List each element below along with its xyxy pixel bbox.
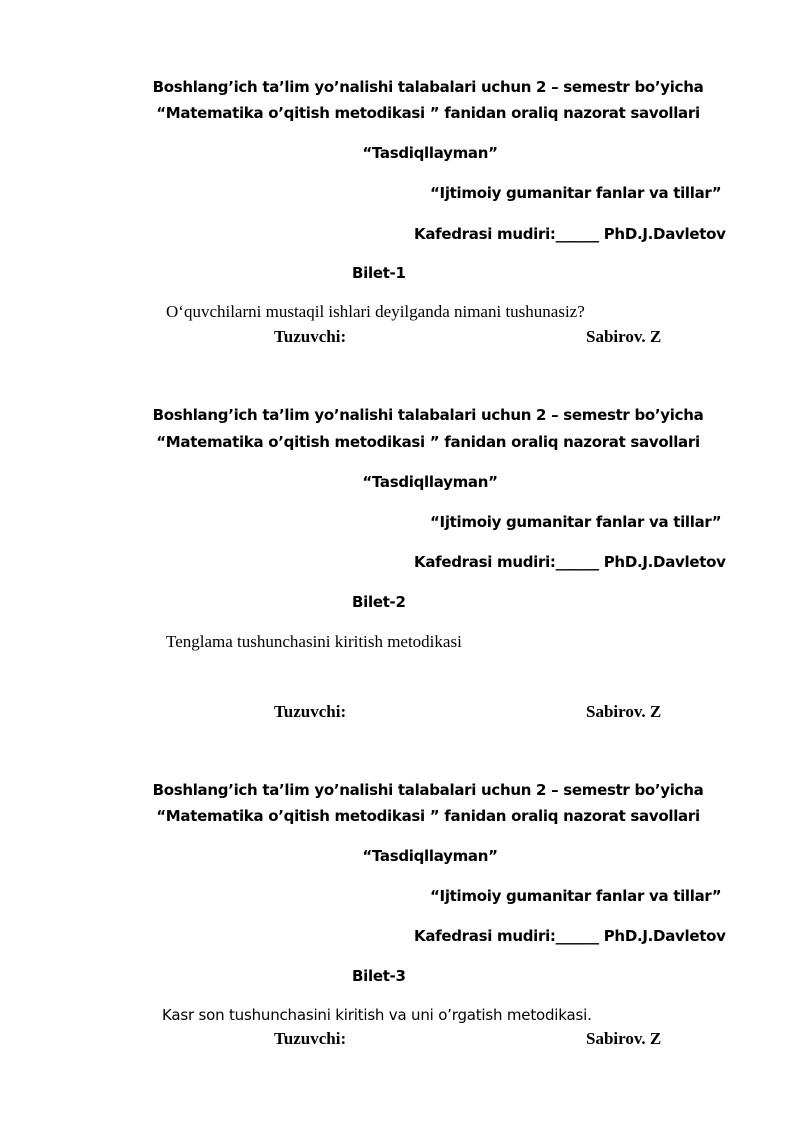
author-label: Tuzuvchi: xyxy=(274,327,347,346)
department-name: “Ijtimoiy gumanitar fanlar va tillar” xyxy=(430,887,722,905)
head-of-department: Kafedrasi mudiri:______ PhD.J.Davletov xyxy=(414,553,726,571)
ticket-header-line1: Boshlang’ich ta’lim yo’nalishi talabalari uchun 2 – semestr bo’yicha xyxy=(152,406,704,424)
ticket-question: Kasr son tushunchasini kiritish va uni o’rgatish metodikasi. xyxy=(162,1006,592,1024)
ticket-header-line1: Boshlang’ich ta’lim yo’nalishi talabalari uchun 2 – semestr bo’yicha xyxy=(152,78,704,96)
ticket-label: Bilet-1 xyxy=(352,264,406,282)
ticket-header-line1: Boshlang’ich ta’lim yo’nalishi talabalari uchun 2 – semestr bo’yicha xyxy=(152,781,704,799)
approval-text: “Tasdiqllayman” xyxy=(362,847,498,865)
author-label: Tuzuvchi: xyxy=(274,702,347,721)
ticket-header-line2: “Matematika o’qitish metodikasi ” fanidan oraliq nazorat savollari xyxy=(156,807,700,825)
approval-text: “Tasdiqllayman” xyxy=(362,473,498,491)
head-of-department: Kafedrasi mudiri:______ PhD.J.Davletov xyxy=(414,225,726,243)
department-name: “Ijtimoiy gumanitar fanlar va tillar” xyxy=(430,184,722,202)
ticket-header-line2: “Matematika o’qitish metodikasi ” fanidan oraliq nazorat savollari xyxy=(156,104,700,122)
ticket-label: Bilet-2 xyxy=(352,593,406,611)
author-name: Sabirov. Z xyxy=(586,702,662,721)
department-name: “Ijtimoiy gumanitar fanlar va tillar” xyxy=(430,513,722,531)
approval-text: “Tasdiqllayman” xyxy=(362,144,498,162)
author-name: Sabirov. Z xyxy=(586,327,662,346)
ticket-question: Tenglama tushunchasini kiritish metodikasi xyxy=(166,632,462,651)
author-label: Tuzuvchi: xyxy=(274,1029,347,1048)
ticket-question: O‘quvchilarni mustaqil ishlari deyilganda nimani tushunasiz? xyxy=(166,302,585,321)
ticket-header-line2: “Matematika o’qitish metodikasi ” fanidan oraliq nazorat savollari xyxy=(156,433,700,451)
ticket-label: Bilet-3 xyxy=(352,967,406,985)
author-name: Sabirov. Z xyxy=(586,1029,662,1048)
head-of-department: Kafedrasi mudiri:______ PhD.J.Davletov xyxy=(414,927,726,945)
